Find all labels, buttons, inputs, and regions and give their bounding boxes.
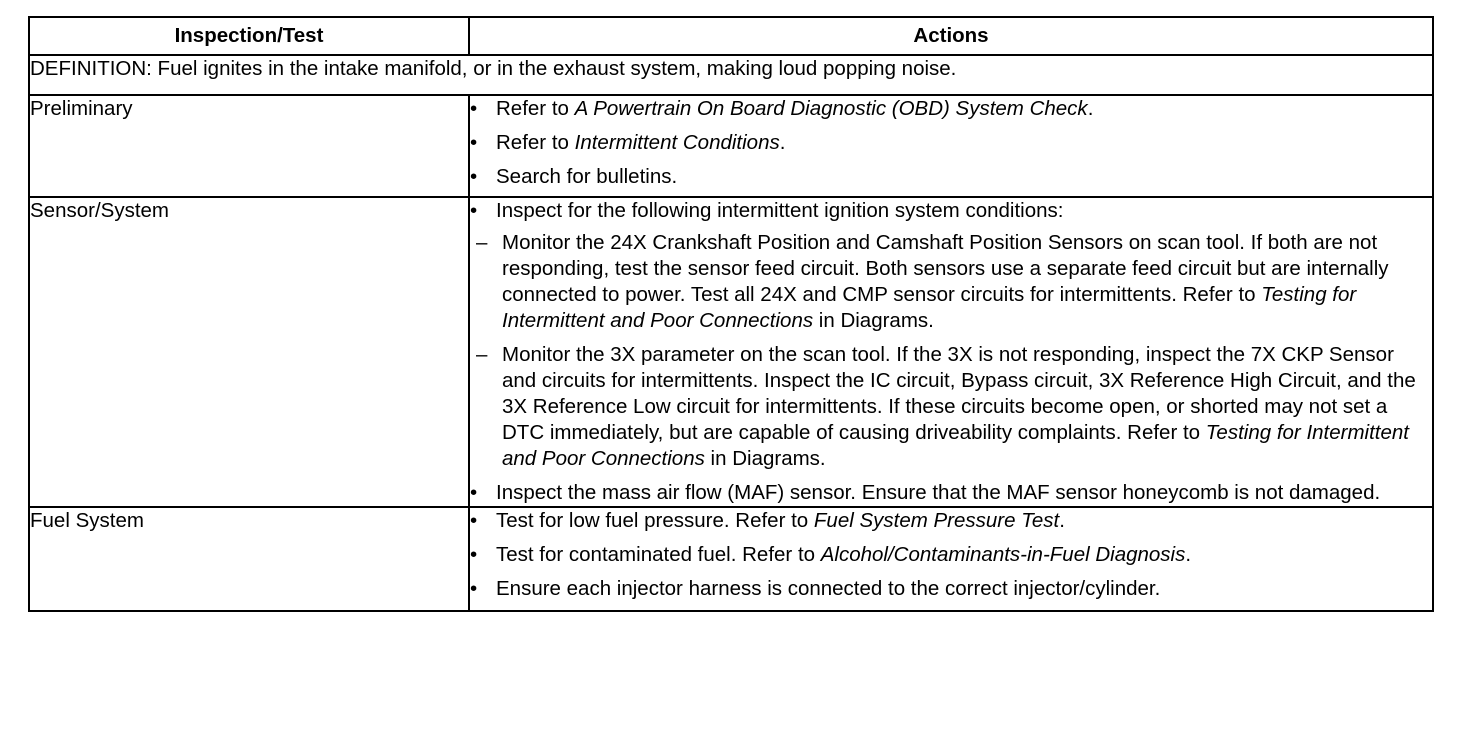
dash-marker: –: [476, 343, 488, 366]
reference-link-alcohol-contaminants: Alcohol/Contaminants-in-Fuel Diagnosis: [820, 543, 1186, 566]
list-item: [470, 164, 1432, 190]
action-text: .: [779, 131, 786, 154]
action-text: Test for low fuel pressure. Refer to: [496, 509, 814, 532]
list-item: [470, 480, 1432, 506]
action-text: .: [1059, 509, 1065, 532]
action-text: Inspect for the following intermittent ignition system conditions:: [496, 199, 1064, 222]
header-inspection-test: Inspection/Test: [29, 17, 469, 55]
reference-link-intermittent-conditions: Intermittent Conditions: [574, 131, 780, 154]
bullet-marker: •: [470, 165, 478, 188]
reference-link-testing-intermittent: Testing for Intermittent and Poor Connections: [502, 283, 1357, 332]
actions-preliminary: [469, 95, 1433, 197]
action-text: Refer to: [496, 131, 575, 154]
action-text: Inspect the mass air flow (MAF) sensor. Ensure that the MAF sensor honeycomb is not damaged.: [496, 481, 1381, 504]
actions-sensor-system: [469, 197, 1433, 507]
bullet-marker: •: [470, 131, 478, 154]
action-text: Monitor the 3X parameter on the scan tool. If the 3X is not responding, inspect the 7X CKP Sensor and circuits for intermittents. Inspect the IC circuit, Bypass circuit, 3X Reference High Circuit, and the 3X Reference Low circuit for intermittents. If these circuits become open, or shorted may not set a DTC immediately, but are capable of causing driveability complaints. Refer to: [502, 343, 1416, 444]
table-row-fuel-system: [29, 507, 1433, 611]
action-text: Test for contaminated fuel. Refer to: [496, 543, 821, 566]
list-item: [470, 542, 1432, 568]
action-text: Search for bulletins.: [496, 165, 678, 188]
action-text: Refer to: [496, 97, 575, 120]
action-text: Ensure each injector harness is connected to the correct injector/cylinder.: [496, 577, 1161, 600]
definition-row: [29, 55, 1433, 95]
action-text: in Diagrams.: [704, 447, 826, 470]
list-item: [470, 198, 1432, 224]
reference-link-testing-intermittent: Testing for Intermittent and Poor Connections: [502, 421, 1409, 470]
header-actions: Actions: [469, 17, 1433, 55]
dash-marker: –: [476, 231, 488, 254]
action-text: in Diagrams.: [813, 309, 934, 332]
list-item: [470, 508, 1432, 534]
bullet-marker: •: [470, 97, 478, 120]
category-preliminary: Preliminary: [29, 95, 469, 197]
bullet-marker: •: [470, 509, 478, 532]
bullet-marker: •: [470, 543, 478, 566]
header-row: [29, 17, 1433, 55]
bullet-marker: •: [470, 199, 478, 222]
category-fuel-system: Fuel System: [29, 507, 469, 611]
diagnostic-table: [28, 16, 1434, 612]
actions-fuel-system: [469, 507, 1433, 611]
sub-list-item: [470, 230, 1432, 334]
list-item: [470, 576, 1432, 602]
bullet-marker: •: [470, 577, 478, 600]
reference-link-obd-check: A Powertrain On Board Diagnostic (OBD) System Check: [574, 97, 1088, 120]
action-text: .: [1087, 97, 1094, 120]
definition-text: DEFINITION: Fuel ignites in the intake manifold, or in the exhaust system, making loud popping noise.: [29, 55, 1433, 95]
list-item: [470, 130, 1432, 156]
list-item: [470, 96, 1432, 122]
action-text: Monitor the 24X Crankshaft Position and Camshaft Position Sensors on scan tool. If both are not responding, test the sensor feed circuit. Both sensors use a separate feed circuit but are internally connected to power. Test all 24X and CMP sensor circuits for intermittents. Refer to: [502, 231, 1389, 306]
reference-link-fuel-pressure-test: Fuel System Pressure Test: [813, 509, 1060, 532]
table-row-sensor-system: [29, 197, 1433, 507]
table-row-preliminary: [29, 95, 1433, 197]
action-text: .: [1185, 543, 1192, 566]
sub-list-item: [470, 342, 1432, 472]
category-sensor-system: Sensor/System: [29, 197, 469, 507]
bullet-marker: •: [470, 481, 478, 504]
